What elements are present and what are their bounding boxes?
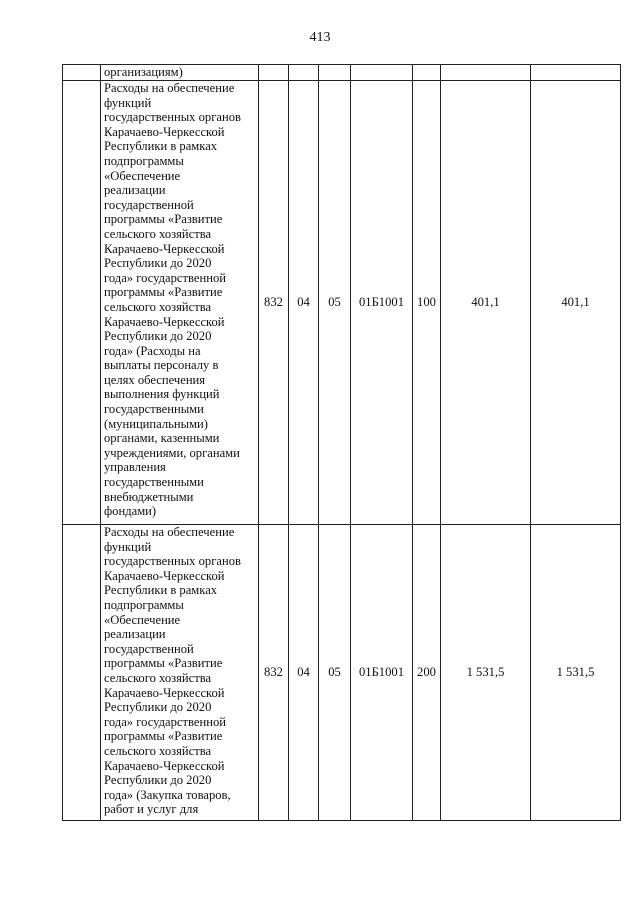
table-row (63, 81, 621, 525)
ministry-code-cell (259, 65, 289, 81)
section-code-cell: 04 (289, 525, 319, 821)
amount-cell (531, 65, 621, 81)
table-row (63, 525, 621, 821)
blank-cell (63, 81, 101, 525)
description-text: организациям) (104, 65, 183, 80)
blank-cell (63, 525, 101, 821)
amount-cell: 1 531,5 (441, 525, 531, 821)
subsection-code-cell: 05 (319, 81, 351, 525)
expense-type-cell (413, 65, 441, 81)
section-code-cell: 04 (289, 81, 319, 525)
amount-cell (441, 65, 531, 81)
amount-cell: 1 531,5 (531, 525, 621, 821)
target-article-cell: 01Б1001 (351, 81, 413, 525)
description-text: Расходы на обеспечение функций государственных органов Карачаево-Черкесской Республики в рамках подпрограммы «Обеспечение реализации государственной программы «Развитие сельского хозяйства Карачаево-Черкесской Республики до 2020 года» государственной программы «Развитие сельского хозяйства Карачаево-Черкесской Республики до 2020 года» (Закупка товаров, работ и услуг для (104, 525, 241, 817)
description-text: Расходы на обеспечение функций государственных органов Карачаево-Черкесской Республики в рамках подпрограммы «Обеспечение реализации государственной программы «Развитие сельского хозяйства Карачаево-Черкесской Республики до 2020 года» государственной программы «Развитие сельского хозяйства Карачаево-Черкесской Республики до 2020 года» (Расходы на выплаты персоналу в целях обеспечения выполнения функций государственными (муниципальными) органами, казенными учреждениями, органами управления государственными внебюджетными фондами) (104, 81, 241, 519)
description-cell (101, 525, 259, 821)
section-code-cell (289, 65, 319, 81)
amount-cell: 401,1 (531, 81, 621, 525)
table-row (63, 65, 621, 81)
ministry-code-cell: 832 (259, 81, 289, 525)
target-article-cell (351, 65, 413, 81)
description-cell (101, 65, 259, 81)
description-cell (101, 81, 259, 525)
expense-type-cell: 100 (413, 81, 441, 525)
budget-table (62, 64, 621, 821)
subsection-code-cell: 05 (319, 525, 351, 821)
subsection-code-cell (319, 65, 351, 81)
page-number: 413 (309, 30, 331, 45)
target-article-cell: 01Б1001 (351, 525, 413, 821)
ministry-code-cell: 832 (259, 525, 289, 821)
expense-type-cell: 200 (413, 525, 441, 821)
amount-cell: 401,1 (441, 81, 531, 525)
blank-cell (63, 65, 101, 81)
